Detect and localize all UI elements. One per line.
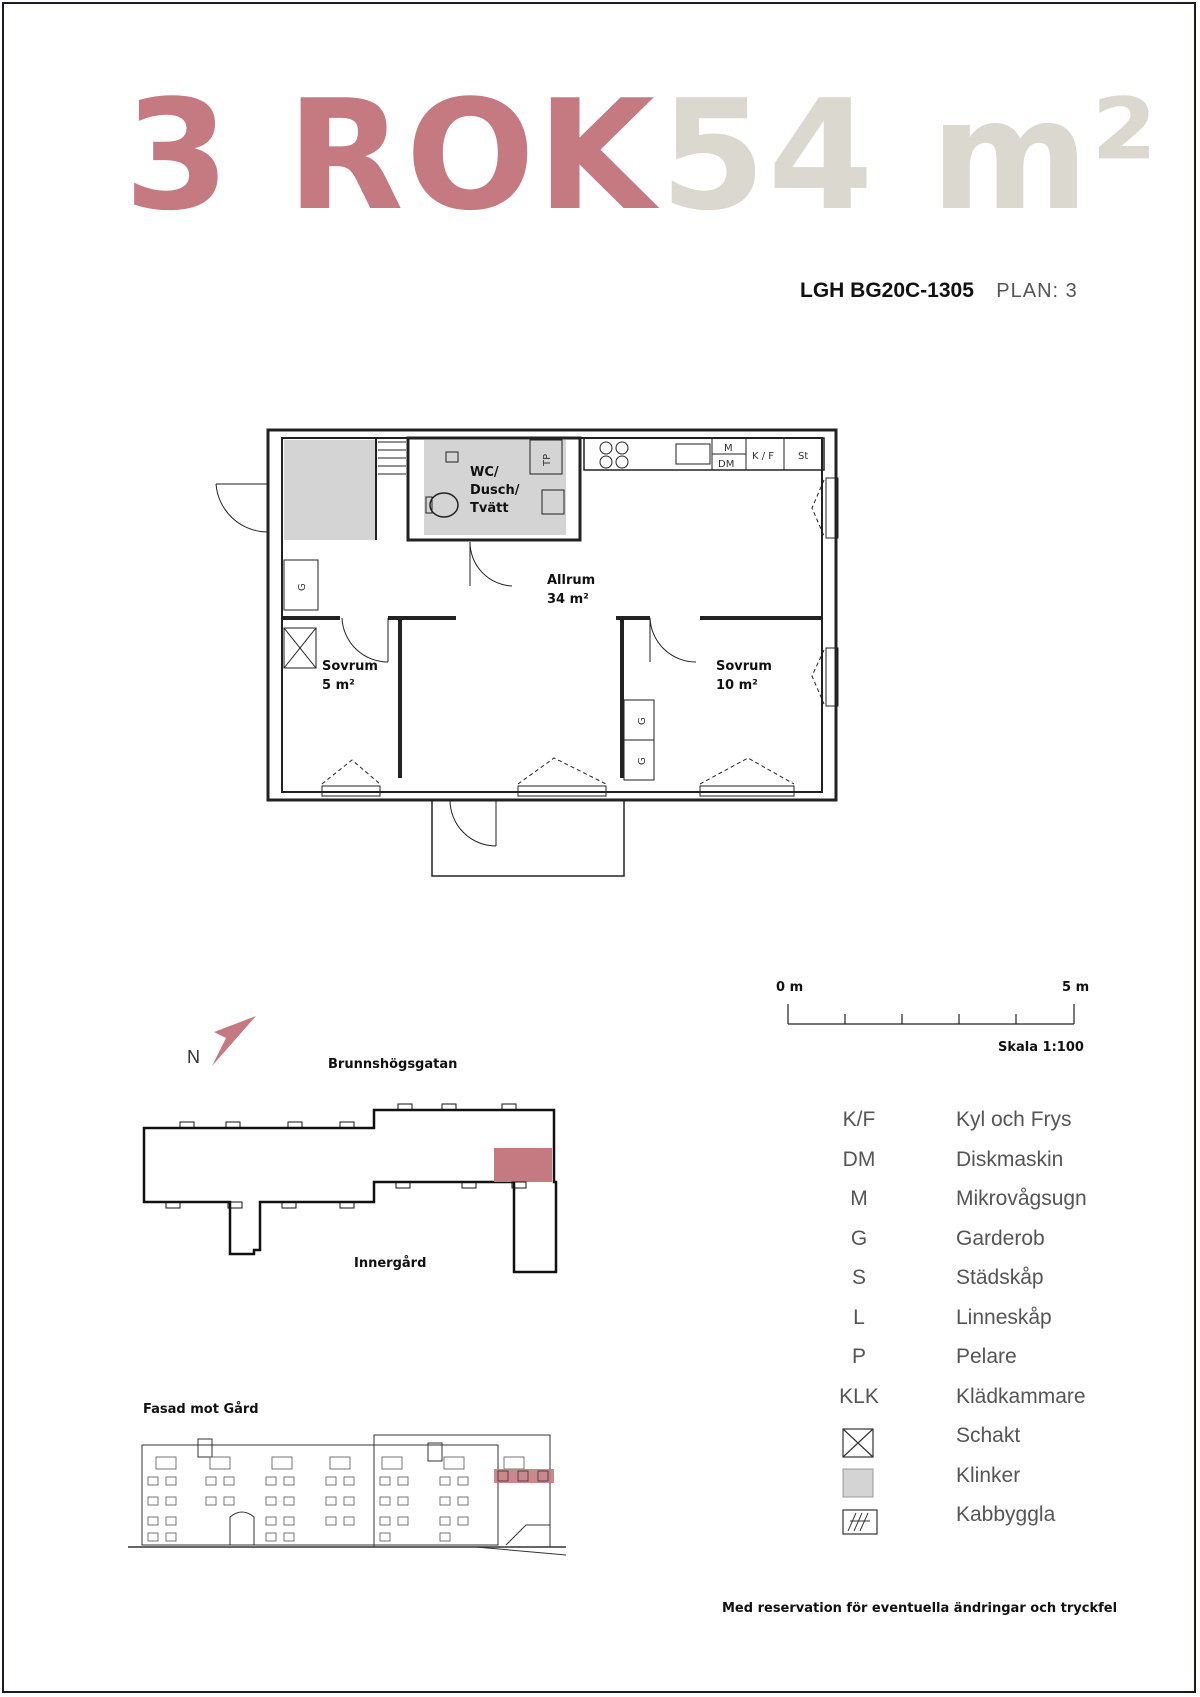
legend-desc: Mikrovågsugn <box>956 1187 1087 1210</box>
room-wc-line3: Tvätt <box>470 501 509 516</box>
legend-desc: Schakt <box>956 1424 1021 1447</box>
legend-row-klinker <box>836 1464 1136 1504</box>
legend-abbr: S <box>851 1266 866 1289</box>
legend-row-s <box>836 1266 1136 1306</box>
legend-abbr: L <box>853 1305 865 1329</box>
legend-row-m <box>836 1187 1136 1227</box>
scale-end: 5 m <box>1062 980 1090 995</box>
legend-desc: Kabbyggla <box>956 1503 1056 1526</box>
legend-row-dm <box>836 1148 1136 1188</box>
room-sovrum5-area: 5 m² <box>322 678 355 693</box>
facade-elevation <box>126 1425 576 1565</box>
legend-row-l <box>836 1306 1136 1346</box>
north-arrow-icon <box>200 1010 260 1070</box>
room-allrum-area: 34 m² <box>547 592 589 607</box>
legend <box>836 1108 1136 1543</box>
legend-abbr: KLK <box>839 1384 879 1408</box>
plan-number: PLAN: 3 <box>996 280 1078 302</box>
scale-bar <box>780 1000 1080 1030</box>
kf-label: K / F <box>752 451 775 462</box>
legend-abbr: M <box>850 1187 868 1210</box>
footer-disclaimer: Med reservation för eventuella ändringar och tryckfel <box>722 1601 1118 1616</box>
shaft-icon <box>842 1428 874 1458</box>
street-label: Brunnshögsgatan <box>328 1057 458 1072</box>
st-label: St <box>798 451 809 462</box>
room-sovrum10-name: Sovrum <box>716 659 772 674</box>
legend-row-kf <box>836 1108 1136 1148</box>
legend-abbr: G <box>850 1226 868 1250</box>
legend-abbr: P <box>851 1345 866 1368</box>
legend-desc: Linneskåp <box>956 1305 1052 1329</box>
north-label: N <box>187 1047 200 1067</box>
room-sovrum10-area: 10 m² <box>716 678 758 693</box>
g-label-2: G <box>637 717 648 725</box>
room-allrum-name: Allrum <box>547 573 596 588</box>
scale-start: 0 m <box>776 980 804 995</box>
scale-ratio: Skala 1:100 <box>998 1040 1084 1055</box>
rooms-title: 3 ROK <box>124 67 657 244</box>
site-plan <box>130 1100 570 1290</box>
dm-label: DM <box>718 459 735 470</box>
legend-abbr: K/F <box>842 1108 876 1131</box>
legend-desc: Garderob <box>956 1226 1045 1250</box>
legend-desc: Diskmaskin <box>956 1147 1064 1171</box>
tp-label: TP <box>542 453 553 466</box>
facade-title: Fasad mot Gård <box>143 1402 259 1417</box>
hatch-icon <box>842 1507 878 1537</box>
room-wc-line1: WC/ <box>470 465 499 480</box>
tile-icon <box>842 1468 874 1498</box>
legend-abbr: DM <box>842 1147 876 1171</box>
room-wc-line2: Dusch/ <box>470 483 520 498</box>
area-title: 54 m² <box>660 67 1160 244</box>
legend-desc: Klinker <box>956 1463 1021 1487</box>
legend-desc: Städskåp <box>956 1266 1044 1289</box>
courtyard-label: Innergård <box>354 1256 427 1271</box>
legend-row-klk <box>836 1385 1136 1425</box>
legend-row-schakt <box>836 1424 1136 1464</box>
m-label: M <box>724 443 733 454</box>
room-sovrum5-name: Sovrum <box>322 659 378 674</box>
legend-desc: Klädkammare <box>956 1384 1086 1408</box>
legend-row-p <box>836 1345 1136 1385</box>
legend-row-g <box>836 1227 1136 1267</box>
g-label-3: G <box>637 757 648 765</box>
g-label-1: G <box>297 583 308 591</box>
apartment-id: LGH BG20C-1305 <box>800 279 974 302</box>
legend-desc: Kyl och Frys <box>956 1108 1072 1131</box>
legend-desc: Pelare <box>956 1345 1017 1368</box>
legend-row-kabbyggla <box>836 1503 1136 1543</box>
